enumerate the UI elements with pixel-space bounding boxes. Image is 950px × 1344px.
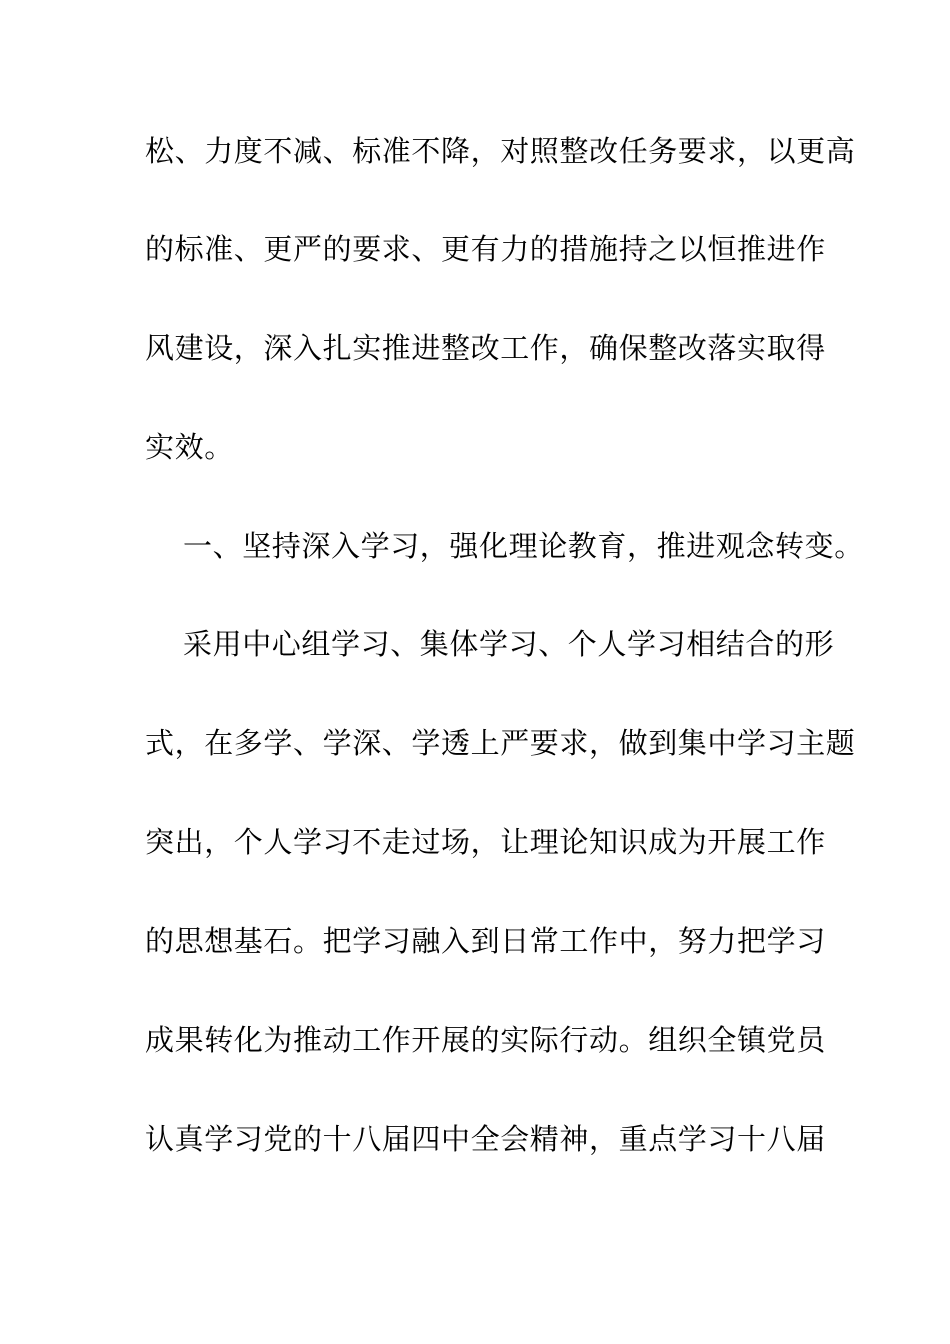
paragraph-line: 认真学习党的十八届四中全会精神，重点学习十八届 — [145, 1122, 826, 1156]
paragraph-line: 式，在多学、学深、学透上严要求，做到集中学习主题 — [145, 726, 856, 760]
paragraph-line: 成果转化为推动工作开展的实际行动。组织全镇党员 — [145, 1023, 826, 1057]
paragraph-line: 松、力度不减、标准不降，对照整改任务要求，以更高 — [145, 134, 856, 168]
paragraph-line: 的思想基石。把学习融入到日常工作中，努力把学习 — [145, 924, 826, 958]
section-heading: 一、坚持深入学习，强化理论教育，推进观念转变。 — [183, 529, 864, 563]
paragraph-line: 风建设，深入扎实推进整改工作，确保整改落实取得 — [145, 331, 826, 365]
paragraph-line: 的标准、更严的要求、更有力的措施持之以恒推进作 — [145, 232, 826, 266]
paragraph-line: 突出，个人学习不走过场，让理论知识成为开展工作 — [145, 825, 826, 859]
paragraph-line: 实效。 — [145, 430, 234, 464]
paragraph-line: 采用中心组学习、集体学习、个人学习相结合的形 — [183, 627, 835, 661]
